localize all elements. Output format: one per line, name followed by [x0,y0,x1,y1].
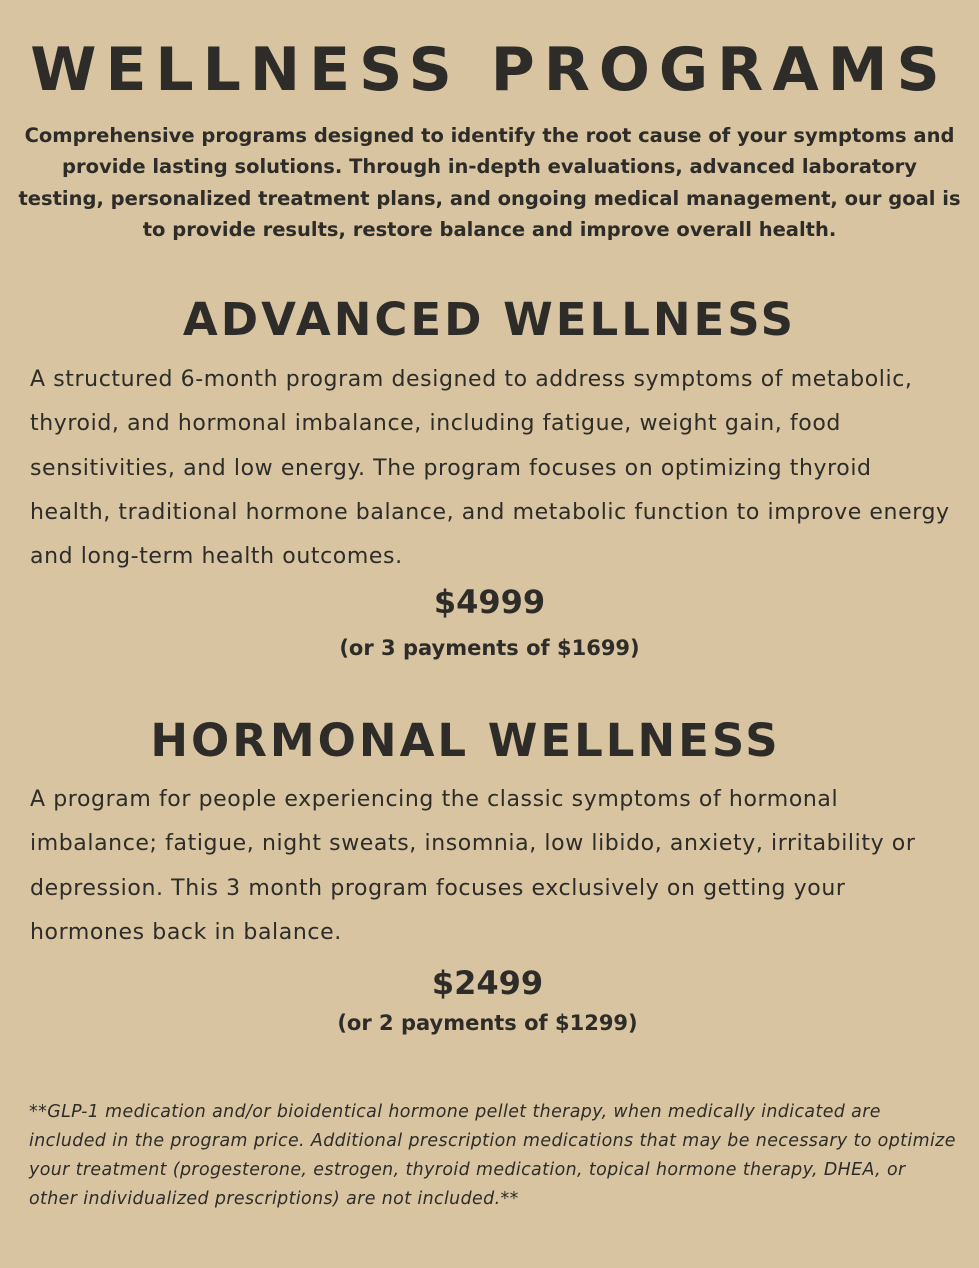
program-price-advanced-wellness: $4999 [433,583,546,621]
program-price-hormonal-wellness: $2499 [431,964,544,1002]
program-payments-hormonal-wellness: (or 2 payments of $1299) [337,1011,638,1035]
program-description-hormonal-wellness: A program for people experiencing the classic symptoms of hormonal imbalance; fatigue, night sweats, insomnia, low libido, anxiety, irritability or depression. This 3 month program focuses exclusively on getting your hormones back in balance. [30,787,916,945]
intro-paragraph: Comprehensive programs designed to identify the root cause of your symptoms and provide lasting solutions. Through in-depth evaluations, advanced laboratory testing, personalized treatment plans, and ongoing medical management, our goal is to provide results, restore balance and improve overall health. [18,124,961,241]
footnote: **GLP-1 medication and/or bioidentical hormone pellet therapy, when medically indicated are included in the program price. Additional prescription medications that may be necessary to optimize your treatment (progesterone, estrogen, thyroid medication, topical hormone therapy, DHEA, or other individualized prescriptions) are not included.** [29,1102,956,1209]
page-title: WELLNESS PROGRAMS [30,35,949,105]
program-title-hormonal-wellness: HORMONAL WELLNESS [150,714,781,767]
program-description-advanced-wellness: A structured 6-month program designed to address symptoms of metabolic, thyroid, and hormonal imbalance, including fatigue, weight gain, food sensitivities, and low energy. The program focuses on optimizing thyroid health, traditional hormone balance, and metabolic function to improve energy and long-term health outcomes. [30,367,950,570]
program-title-advanced-wellness: ADVANCED WELLNESS [182,293,797,346]
program-payments-advanced-wellness: (or 3 payments of $1699) [339,636,640,660]
